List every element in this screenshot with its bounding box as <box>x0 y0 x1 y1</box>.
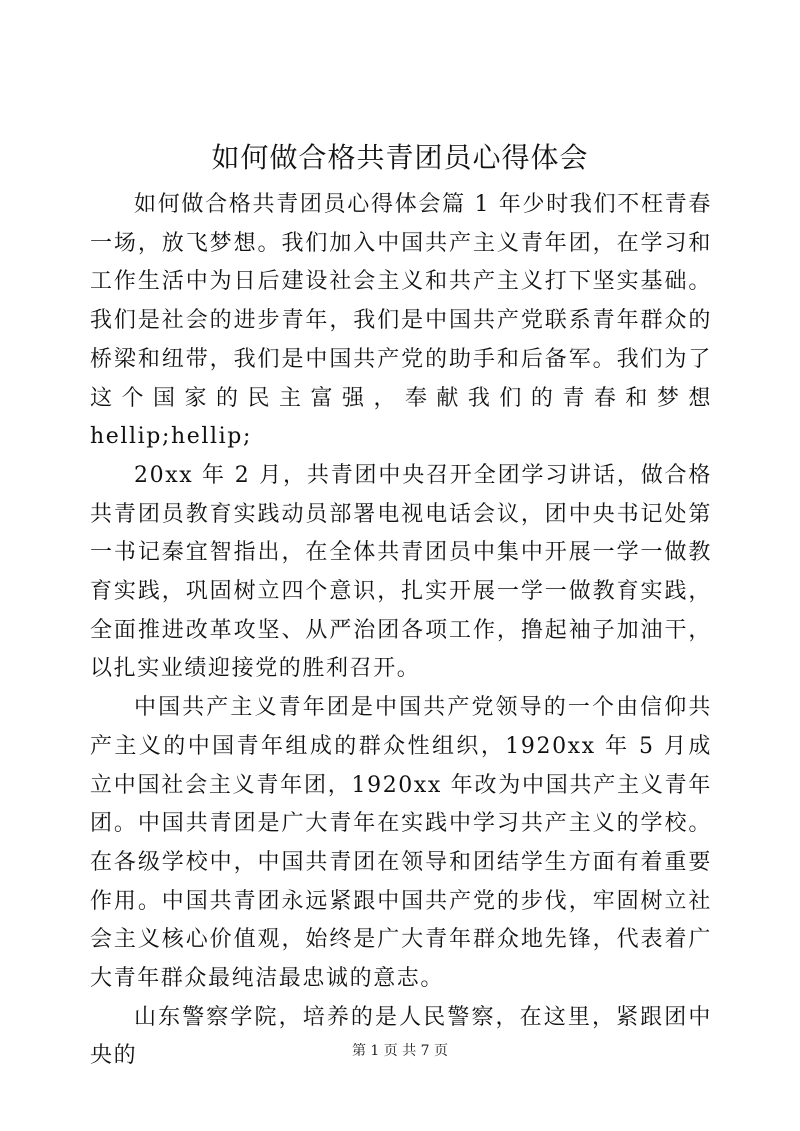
paragraph-2: 20xx 年 2 月，共青团中央召开全团学习讲话，做合格共青团员教育实践动员部署电视电话会议，团中央书记处第一书记秦宜智指出，在全体共青团员中集中开展一学一做教育实践，巩固树立四个意识，扎实开展一学一做教育实践，全面推进改革攻坚、从严治团各项工作，撸起袖子加油干，以扎实业绩迎接党的胜利召开。 <box>90 462 712 682</box>
document-body <box>90 186 712 1076</box>
page-footer: 第 1 页 共 7 页 <box>351 1043 449 1059</box>
paragraph-1: 如何做合格共青团员心得体会篇 1 年少时我们不枉青春一场，放飞梦想。我们加入中国共产主义青年团，在学习和工作生活中为日后建设社会主义和共产主义打下坚实基础。我们是社会的进步青年，我们是中国共产党联系青年群众的桥梁和纽带，我们是中国共产党的助手和后备军。我们为了这个国家的民主富强，奉献我们的青春和梦想 hellip;hellip; <box>90 192 712 450</box>
paragraph-3: 中国共产主义青年团是中国共产党领导的一个由信仰共产主义的中国青年组成的群众性组织，1920xx 年 5 月成立中国社会主义青年团，1920xx 年改为中国共产主义青年团。中国共青团是广大青年在实践中学习共产主义的学校。在各级学校中，中国共青团在领导和团结学生方面有着重要作用。中国共青团永远紧跟中国共产党的步伐，牢固树立社会主义核心价值观，始终是广大青年群众地先锋，代表着广大青年群众最纯洁最忠诚的意志。 <box>90 695 712 992</box>
document-title: 如何做合格共青团员心得体会 <box>211 141 589 174</box>
paragraph-4: 山东警察学院，培养的是人民警察，在这里，紧跟团中央的 <box>90 1004 712 1069</box>
